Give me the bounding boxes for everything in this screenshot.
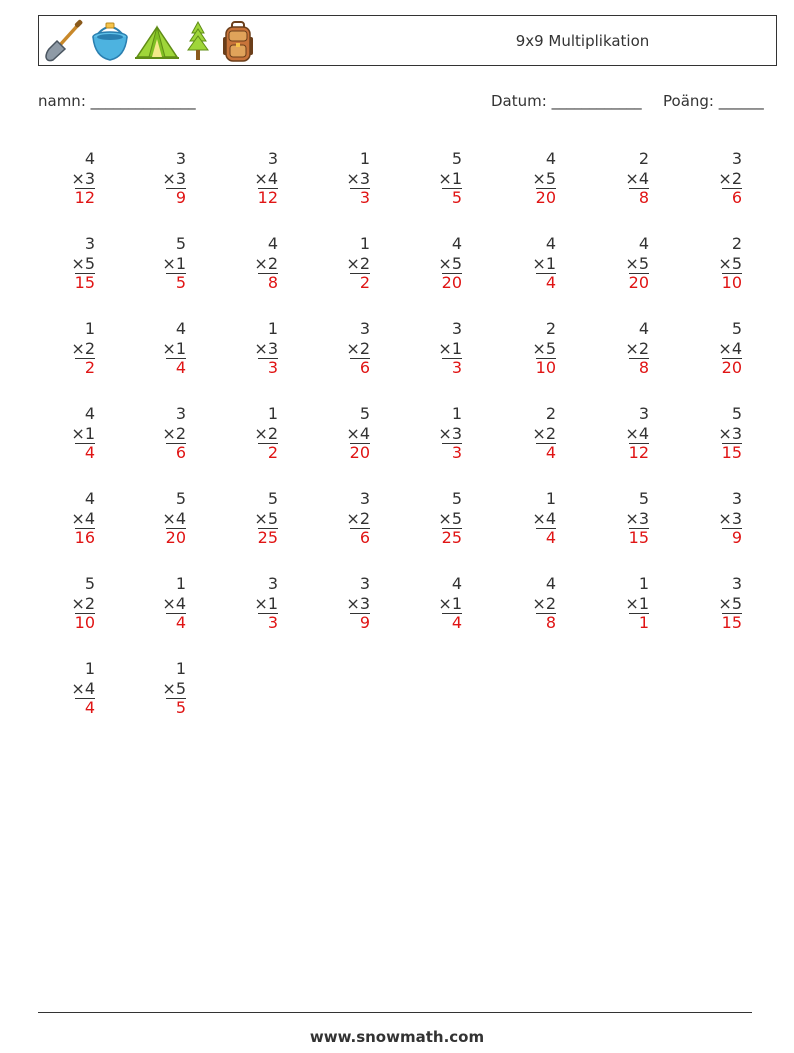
multiplicand: 1 — [267, 319, 278, 338]
answer: 8 — [545, 613, 556, 632]
answer-line — [350, 528, 370, 529]
multiplier: ×5 — [438, 253, 462, 273]
multiplier: ×4 — [71, 678, 95, 698]
answer: 4 — [175, 358, 186, 377]
problem-item — [55, 659, 95, 718]
pine-tree-icon — [183, 19, 213, 63]
problem-item — [238, 319, 278, 378]
multiplier: ×2 — [346, 338, 370, 358]
answer: 8 — [638, 188, 649, 207]
answer-line — [722, 443, 742, 444]
multiplier: ×3 — [71, 168, 95, 188]
multiplier: ×3 — [625, 508, 649, 528]
answer-line — [629, 528, 649, 529]
multiplicand: 4 — [545, 574, 556, 593]
problem-item — [702, 319, 742, 378]
problem-item — [422, 319, 462, 378]
multiplicand: 3 — [267, 149, 278, 168]
answer: 25 — [441, 528, 462, 547]
multiplier: ×3 — [718, 423, 742, 443]
answer: 4 — [545, 528, 556, 547]
score-field: Poäng: ______ — [663, 92, 764, 110]
multiplier: ×5 — [718, 253, 742, 273]
multiplicand: 1 — [359, 149, 370, 168]
answer-line — [629, 358, 649, 359]
answer: 20 — [349, 443, 370, 462]
problem-item — [609, 404, 649, 463]
multiplicand: 3 — [359, 319, 370, 338]
answer-line — [166, 443, 186, 444]
answer: 3 — [451, 358, 462, 377]
answer: 4 — [84, 443, 95, 462]
multiplicand: 1 — [638, 574, 649, 593]
multiplier: ×3 — [254, 338, 278, 358]
multiplier: ×5 — [254, 508, 278, 528]
footer-site: www.snowmath.com — [309, 1028, 485, 1046]
problem-item — [516, 149, 556, 208]
multiplicand: 4 — [638, 234, 649, 253]
answer-line — [442, 188, 462, 189]
shovel-icon — [43, 19, 85, 63]
problem-item — [55, 149, 95, 208]
answer: 15 — [74, 273, 95, 292]
multiplier: ×4 — [718, 338, 742, 358]
answer-line — [442, 613, 462, 614]
multiplicand: 5 — [731, 404, 742, 423]
answer: 15 — [628, 528, 649, 547]
answer: 6 — [731, 188, 742, 207]
multiplier: ×2 — [254, 253, 278, 273]
answer-line — [350, 443, 370, 444]
answer-line — [629, 443, 649, 444]
multiplier: ×2 — [718, 168, 742, 188]
multiplier: ×5 — [438, 508, 462, 528]
problem-item — [238, 234, 278, 293]
multiplier: ×1 — [71, 423, 95, 443]
problem-item — [238, 149, 278, 208]
multiplier: ×3 — [162, 168, 186, 188]
answer-line — [722, 358, 742, 359]
problem-item — [146, 234, 186, 293]
answer-line — [166, 358, 186, 359]
multiplier: ×2 — [71, 593, 95, 613]
date-field: Datum: ____________ — [491, 92, 642, 110]
problem-item — [238, 574, 278, 633]
multiplier: ×2 — [71, 338, 95, 358]
multiplier: ×2 — [346, 253, 370, 273]
problem-item — [422, 149, 462, 208]
problem-item — [330, 574, 370, 633]
multiplicand: 1 — [451, 404, 462, 423]
multiplicand: 3 — [359, 489, 370, 508]
answer-line — [629, 613, 649, 614]
answer-line — [166, 528, 186, 529]
answer: 20 — [628, 273, 649, 292]
answer: 8 — [638, 358, 649, 377]
problem-item — [330, 149, 370, 208]
multiplicand: 1 — [84, 659, 95, 678]
answer: 5 — [451, 188, 462, 207]
multiplier: ×1 — [162, 338, 186, 358]
multiplier: ×2 — [346, 508, 370, 528]
multiplicand: 2 — [731, 234, 742, 253]
answer-line — [722, 528, 742, 529]
answer-line — [166, 698, 186, 699]
problem-item — [330, 319, 370, 378]
multiplicand: 4 — [84, 404, 95, 423]
answer: 3 — [451, 443, 462, 462]
multiplicand: 3 — [359, 574, 370, 593]
answer-line — [75, 613, 95, 614]
multiplicand: 2 — [545, 319, 556, 338]
answer: 8 — [267, 273, 278, 292]
multiplicand: 4 — [175, 319, 186, 338]
multiplier: ×2 — [532, 593, 556, 613]
answer: 6 — [359, 358, 370, 377]
multiplier: ×4 — [162, 508, 186, 528]
problem-item — [702, 574, 742, 633]
multiplier: ×4 — [625, 423, 649, 443]
problem-item — [702, 404, 742, 463]
problem-item — [238, 489, 278, 548]
multiplier: ×4 — [625, 168, 649, 188]
answer-line — [166, 188, 186, 189]
tent-icon — [135, 19, 179, 63]
problem-item — [55, 319, 95, 378]
answer-line — [536, 358, 556, 359]
answer: 10 — [74, 613, 95, 632]
answer: 5 — [175, 273, 186, 292]
answer-line — [629, 273, 649, 274]
multiplicand: 5 — [359, 404, 370, 423]
multiplicand: 5 — [731, 319, 742, 338]
multiplier: ×5 — [71, 253, 95, 273]
bucket-icon — [89, 19, 131, 63]
multiplier: ×5 — [532, 168, 556, 188]
answer: 4 — [175, 613, 186, 632]
header-box — [38, 15, 777, 66]
answer: 2 — [267, 443, 278, 462]
multiplier: ×1 — [162, 253, 186, 273]
problem-item — [609, 149, 649, 208]
answer: 4 — [545, 273, 556, 292]
answer-line — [536, 273, 556, 274]
problem-item — [55, 404, 95, 463]
multiplicand: 4 — [84, 489, 95, 508]
answer: 2 — [84, 358, 95, 377]
answer: 10 — [535, 358, 556, 377]
backpack-icon — [217, 19, 259, 63]
problem-item — [146, 574, 186, 633]
problem-item — [422, 234, 462, 293]
multiplier: ×2 — [254, 423, 278, 443]
multiplier: ×2 — [625, 338, 649, 358]
answer: 15 — [721, 613, 742, 632]
multiplicand: 4 — [545, 149, 556, 168]
problem-item — [146, 489, 186, 548]
multiplier: ×1 — [438, 168, 462, 188]
answer: 3 — [359, 188, 370, 207]
problem-item — [422, 574, 462, 633]
multiplicand: 1 — [359, 234, 370, 253]
footer-divider — [38, 1012, 752, 1013]
multiplier: ×5 — [625, 253, 649, 273]
answer-line — [536, 613, 556, 614]
multiplier: ×2 — [162, 423, 186, 443]
multiplier: ×3 — [718, 508, 742, 528]
multiplier: ×4 — [346, 423, 370, 443]
answer-line — [258, 188, 278, 189]
answer-line — [722, 613, 742, 614]
answer-line — [536, 528, 556, 529]
answer-line — [75, 273, 95, 274]
problem-item — [516, 489, 556, 548]
multiplicand: 3 — [731, 574, 742, 593]
answer-line — [442, 358, 462, 359]
answer-line — [258, 613, 278, 614]
multiplicand: 5 — [638, 489, 649, 508]
problem-item — [330, 404, 370, 463]
multiplicand: 5 — [451, 149, 462, 168]
answer: 25 — [257, 528, 278, 547]
multiplier: ×4 — [162, 593, 186, 613]
answer: 1 — [638, 613, 649, 632]
multiplicand: 1 — [84, 319, 95, 338]
answer: 9 — [175, 188, 186, 207]
answer-line — [350, 358, 370, 359]
name-field: namn: ______________ — [38, 92, 196, 110]
multiplicand: 4 — [545, 234, 556, 253]
multiplier: ×2 — [532, 423, 556, 443]
answer-line — [350, 188, 370, 189]
answer: 20 — [165, 528, 186, 547]
answer: 4 — [451, 613, 462, 632]
multiplicand: 5 — [84, 574, 95, 593]
answer-line — [350, 613, 370, 614]
multiplicand: 5 — [267, 489, 278, 508]
multiplier: ×5 — [162, 678, 186, 698]
problem-item — [146, 404, 186, 463]
problem-item — [609, 489, 649, 548]
answer-line — [350, 273, 370, 274]
answer: 6 — [175, 443, 186, 462]
multiplicand: 4 — [84, 149, 95, 168]
answer: 4 — [545, 443, 556, 462]
multiplicand: 3 — [267, 574, 278, 593]
problem-item — [609, 319, 649, 378]
answer: 20 — [721, 358, 742, 377]
answer: 20 — [441, 273, 462, 292]
problem-item — [55, 234, 95, 293]
problem-item — [422, 489, 462, 548]
answer-line — [536, 443, 556, 444]
answer-line — [442, 443, 462, 444]
answer: 3 — [267, 613, 278, 632]
answer: 3 — [267, 358, 278, 377]
multiplier: ×1 — [438, 338, 462, 358]
answer-line — [258, 273, 278, 274]
answer: 12 — [628, 443, 649, 462]
answer-line — [258, 443, 278, 444]
problem-item — [146, 149, 186, 208]
multiplier: ×1 — [438, 593, 462, 613]
answer: 5 — [175, 698, 186, 717]
multiplier: ×4 — [532, 508, 556, 528]
answer: 2 — [359, 273, 370, 292]
answer: 15 — [721, 443, 742, 462]
answer: 16 — [74, 528, 95, 547]
answer-line — [258, 528, 278, 529]
multiplicand: 4 — [267, 234, 278, 253]
answer: 20 — [535, 188, 556, 207]
problem-item — [516, 319, 556, 378]
multiplicand: 3 — [451, 319, 462, 338]
answer-line — [258, 358, 278, 359]
problem-item — [146, 319, 186, 378]
problem-item — [702, 234, 742, 293]
problem-item — [146, 659, 186, 718]
problem-item — [422, 404, 462, 463]
multiplier: ×4 — [71, 508, 95, 528]
answer: 12 — [74, 188, 95, 207]
multiplicand: 4 — [451, 574, 462, 593]
problem-item — [702, 149, 742, 208]
multiplicand: 3 — [84, 234, 95, 253]
answer-line — [75, 698, 95, 699]
multiplicand: 4 — [451, 234, 462, 253]
answer: 12 — [257, 188, 278, 207]
answer: 4 — [84, 698, 95, 717]
multiplier: ×5 — [532, 338, 556, 358]
answer-line — [75, 528, 95, 529]
multiplicand: 5 — [175, 234, 186, 253]
answer: 6 — [359, 528, 370, 547]
answer-line — [75, 358, 95, 359]
multiplicand: 4 — [638, 319, 649, 338]
multiplicand: 5 — [451, 489, 462, 508]
problem-item — [702, 489, 742, 548]
multiplier: ×1 — [625, 593, 649, 613]
multiplier: ×4 — [254, 168, 278, 188]
multiplicand: 1 — [175, 574, 186, 593]
problem-item — [55, 574, 95, 633]
multiplier: ×3 — [346, 593, 370, 613]
answer-line — [442, 273, 462, 274]
answer-line — [166, 613, 186, 614]
answer-line — [629, 188, 649, 189]
problem-item — [516, 234, 556, 293]
problem-item — [516, 404, 556, 463]
answer-line — [536, 188, 556, 189]
multiplicand: 3 — [731, 489, 742, 508]
problem-item — [330, 234, 370, 293]
answer-line — [166, 273, 186, 274]
multiplicand: 1 — [267, 404, 278, 423]
multiplier: ×1 — [532, 253, 556, 273]
multiplicand: 3 — [638, 404, 649, 423]
multiplicand: 3 — [175, 149, 186, 168]
multiplicand: 3 — [175, 404, 186, 423]
multiplier: ×1 — [254, 593, 278, 613]
multiplier: ×3 — [438, 423, 462, 443]
answer-line — [75, 188, 95, 189]
answer: 10 — [721, 273, 742, 292]
answer-line — [75, 443, 95, 444]
answer: 9 — [731, 528, 742, 547]
multiplier: ×3 — [346, 168, 370, 188]
page-title: 9x9 Multiplikation — [515, 31, 650, 50]
problem-item — [238, 404, 278, 463]
problem-item — [330, 489, 370, 548]
multiplicand: 1 — [545, 489, 556, 508]
multiplicand: 2 — [638, 149, 649, 168]
multiplicand: 1 — [175, 659, 186, 678]
problem-item — [516, 574, 556, 633]
header-icons — [43, 19, 259, 63]
multiplicand: 5 — [175, 489, 186, 508]
problem-item — [609, 234, 649, 293]
answer: 9 — [359, 613, 370, 632]
problem-item — [609, 574, 649, 633]
multiplicand: 2 — [545, 404, 556, 423]
multiplicand: 3 — [731, 149, 742, 168]
answer-line — [722, 273, 742, 274]
answer-line — [722, 188, 742, 189]
problem-item — [55, 489, 95, 548]
multiplier: ×5 — [718, 593, 742, 613]
answer-line — [442, 528, 462, 529]
